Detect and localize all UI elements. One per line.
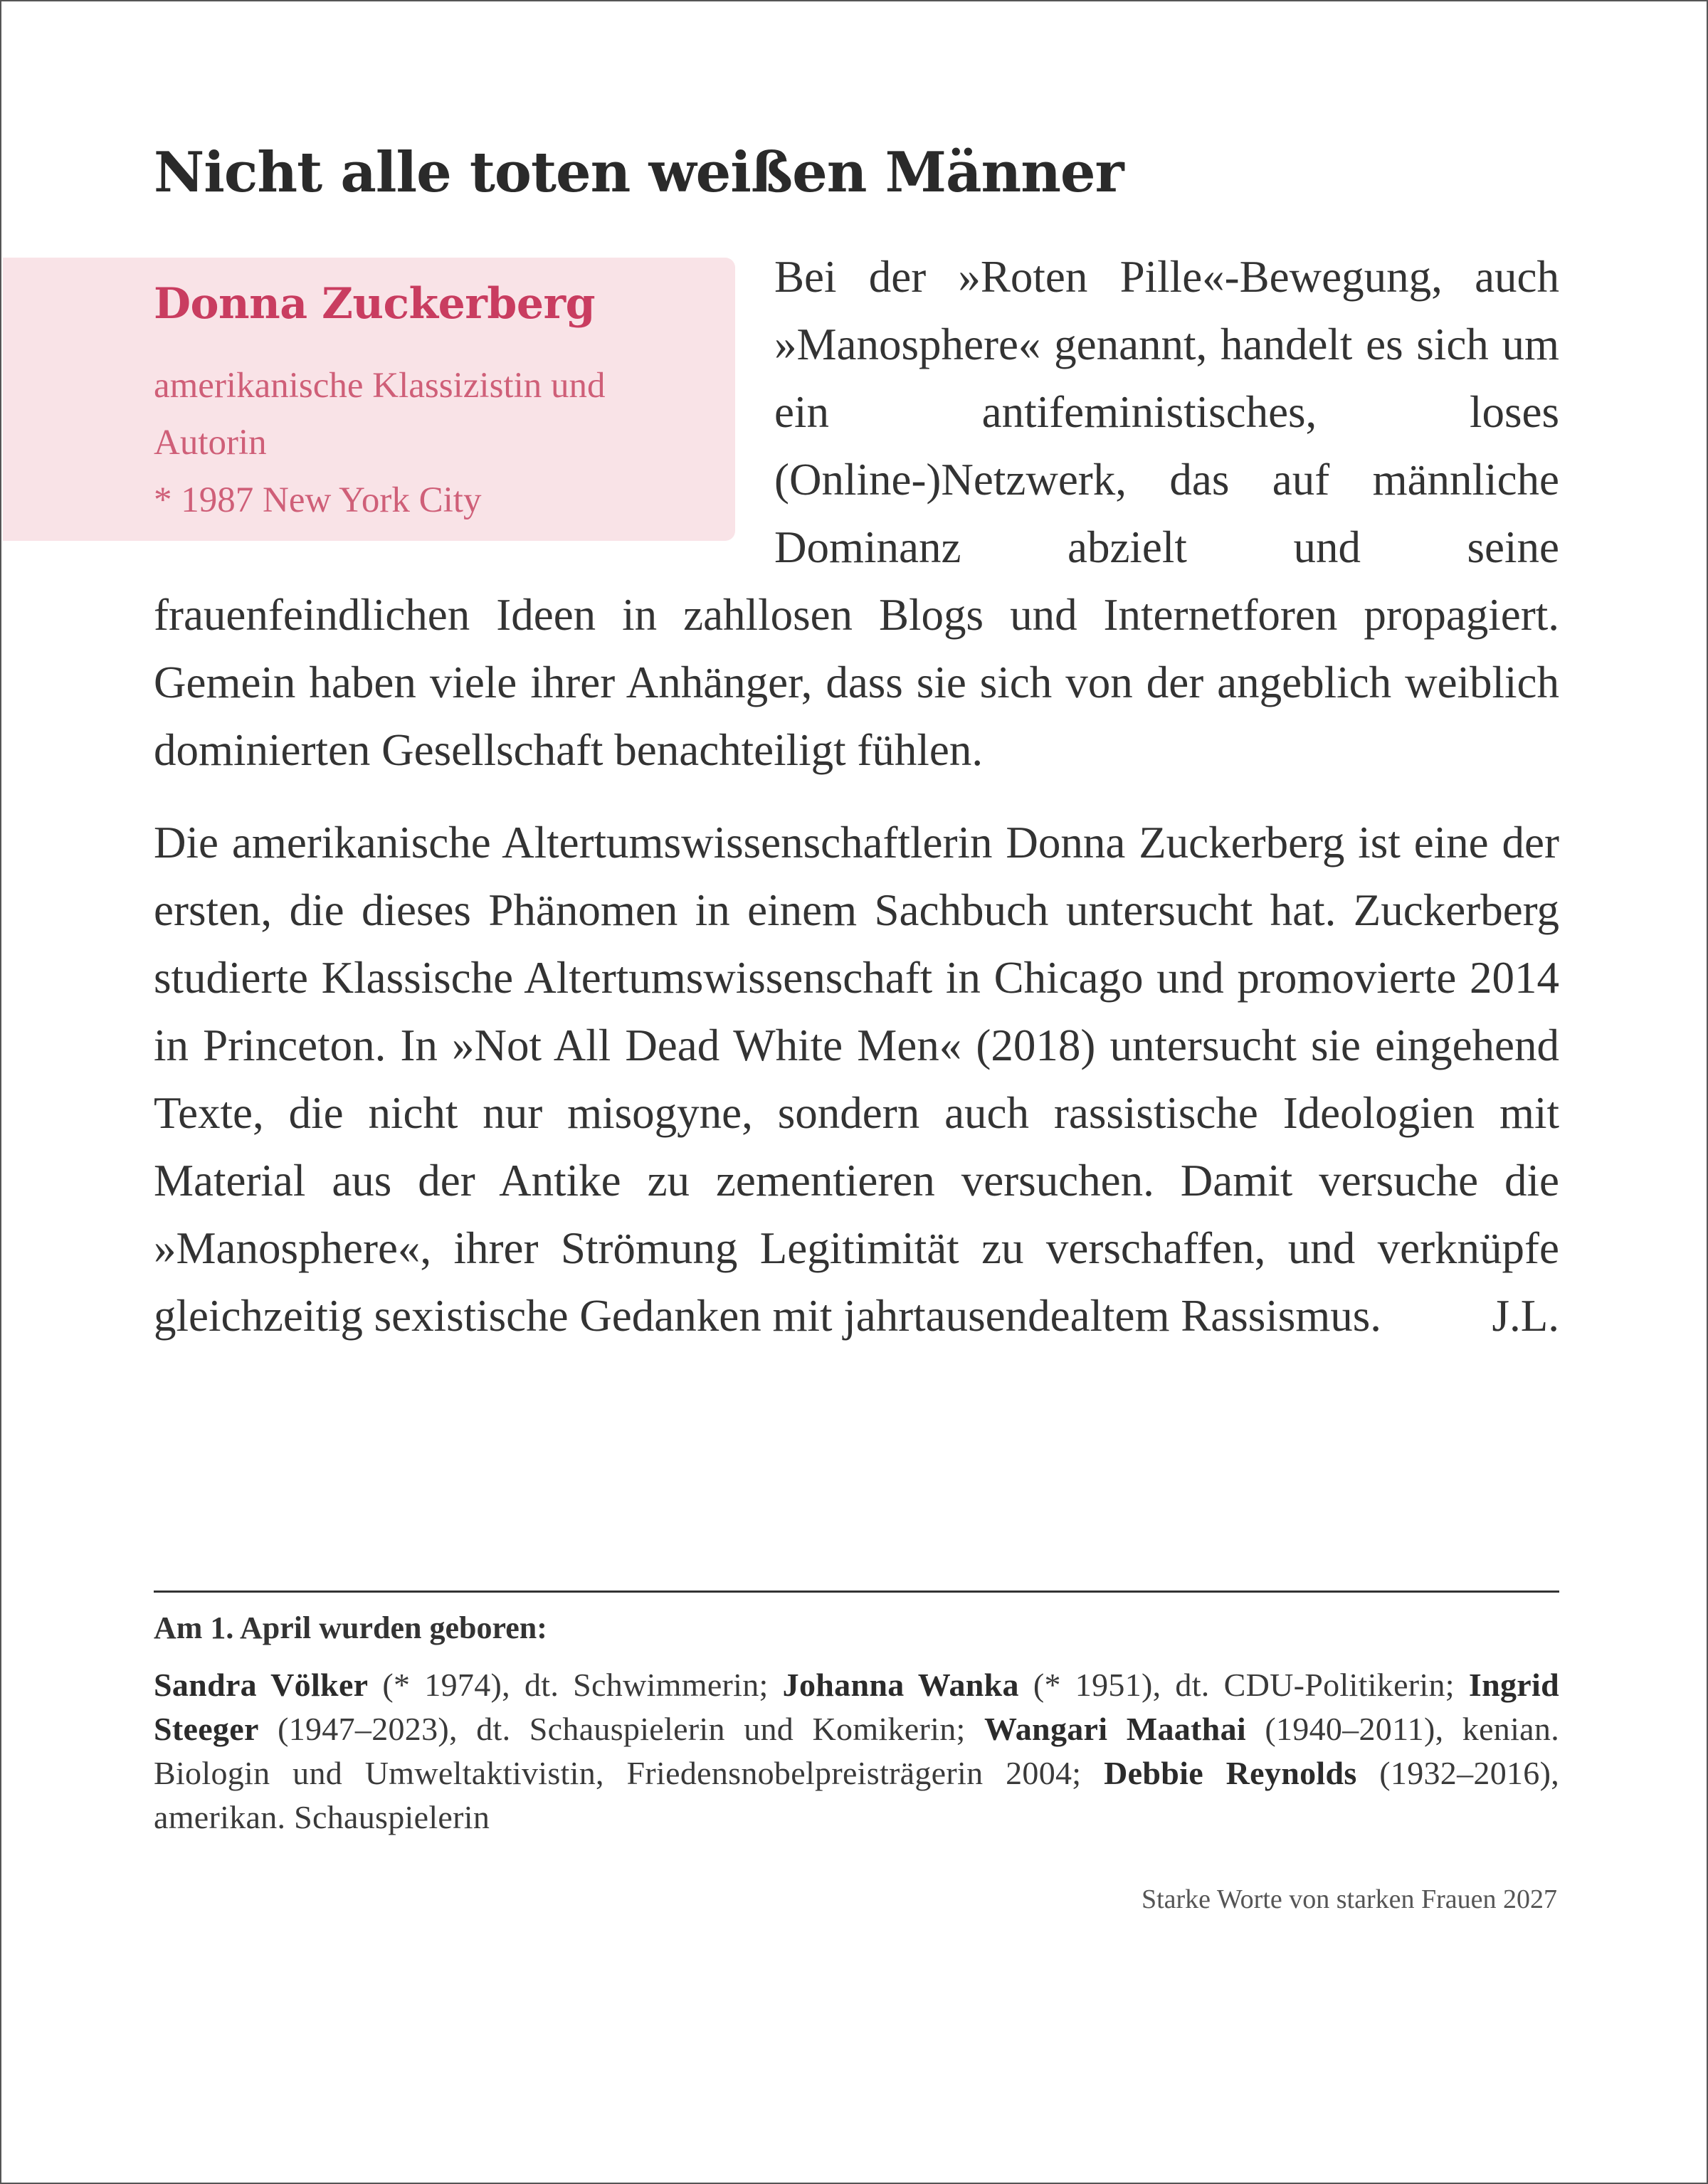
birth-name: Ingrid Steeger: [154, 1667, 1559, 1747]
birth-detail: (1932–2016), amerikan. Schauspielerin: [154, 1755, 1560, 1835]
birth-name: Wangari Maathai: [984, 1711, 1246, 1747]
birth-detail: (1940–2011), kenian. Biologin und Umweltaktivistin, Friedensnobelpreisträgerin 2004;: [154, 1711, 1560, 1791]
paragraph-2: [154, 809, 1559, 1350]
births-list: [154, 1663, 1559, 1840]
page-title: Nicht alle toten weißen Männer: [154, 140, 1124, 205]
footer-calendar-title: Starke Worte von starken Frauen 2027: [1141, 1884, 1557, 1914]
profile-role: amerikanische Klassizistin und Autorin: [154, 366, 606, 463]
paragraph-1: Bei der »Roten Pille«-Bewegung, auch »Manosphere« genannt, handelt es sich um ein antifeministisches, loses (Online-)Netzwerk, das auf männliche Dominanz abzielt und seine frauenfeindlichen Ideen in zahllosen Blogs und Internetforen propagiert. Gemein haben viele ihrer Anhänger, dass sie sich von der angeblich weiblich dominierten Gesellschaft benachteiligt fühlen.: [154, 252, 1559, 775]
birth-detail: (* 1974), dt. Schwimmerin;: [368, 1667, 783, 1703]
birth-name: Johanna Wanka: [782, 1667, 1019, 1703]
birth-detail: (1947–2023), dt. Schauspielerin und Komikerin;: [258, 1711, 984, 1747]
profile-name: Donna Zuckerberg: [154, 279, 596, 329]
author-signature: J.L.: [1492, 1291, 1559, 1341]
birth-name: Debbie Reynolds: [1104, 1755, 1357, 1791]
profile-card: [3, 258, 735, 541]
birth-name: Sandra Völker: [154, 1667, 369, 1703]
births-heading: Am 1. April wurden geboren:: [154, 1610, 547, 1645]
profile-birth: * 1987 New York City: [154, 480, 482, 520]
divider: [154, 1590, 1559, 1593]
paragraph-2-text: Die amerikanische Altertumswissenschaftlerin Donna Zuckerberg ist eine der ersten, die dieses Phänomen in einem Sachbuch untersucht hat. Zuckerberg studierte Klassische Altertumswissenschaft in Chicago und promovierte 2014 in Princeton. In »Not All Dead White Men« (2018) untersucht sie eingehend Texte, die nicht nur misogyne, sondern auch rassistische Ideologien mit Material aus der Antike zu zementieren versuchen. Damit versuche die »Manosphere«, ihrer Strömung Legitimität zu verschaffen, und verknüpfe gleichzeitig sexistische Gedanken mit jahrtausendealtem Rassismus.: [154, 818, 1559, 1341]
birth-detail: (* 1951), dt. CDU-Politikerin;: [1018, 1667, 1469, 1703]
